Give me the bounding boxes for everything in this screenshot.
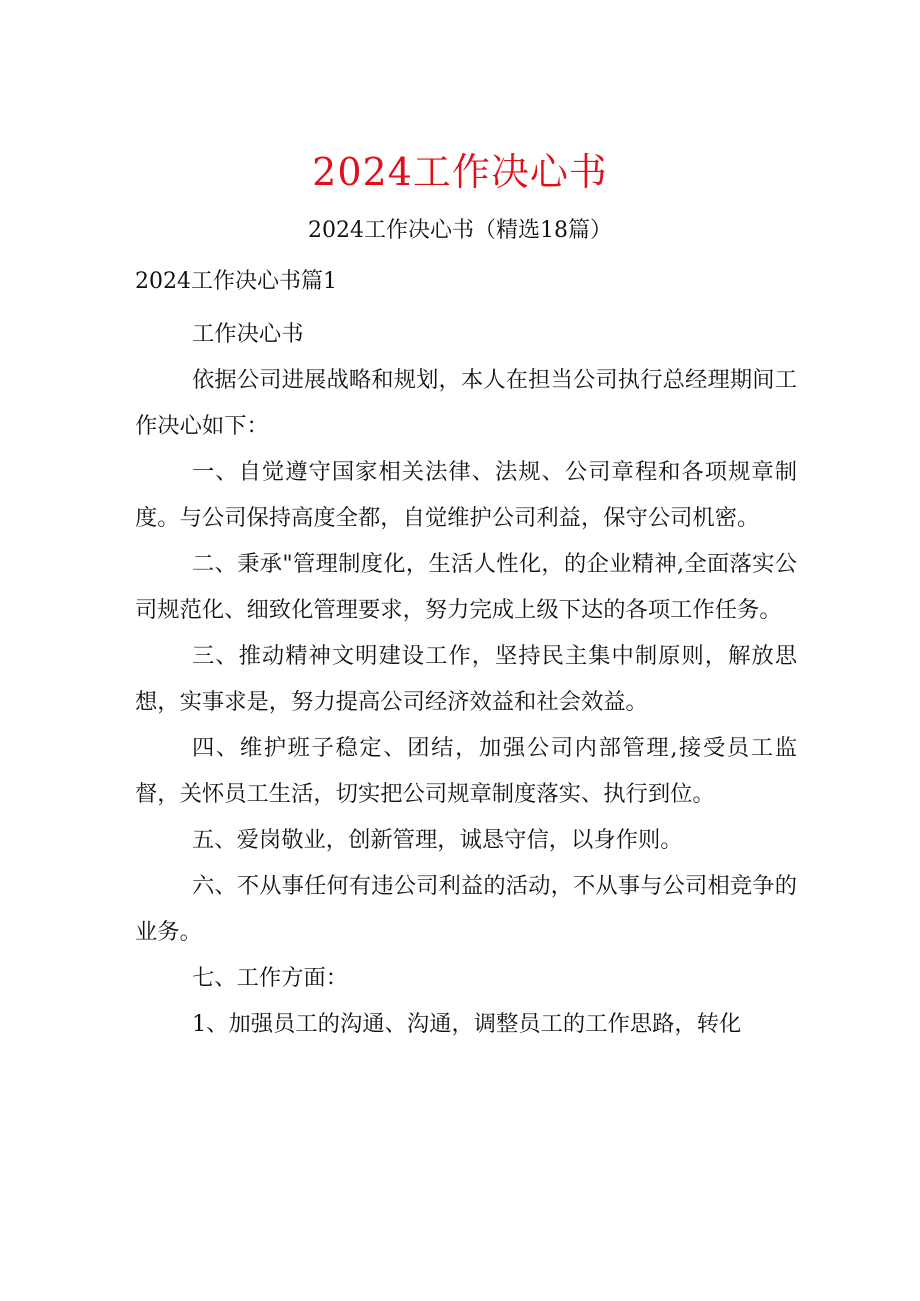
paragraph-item-1: 一、自觉遵守国家相关法律、法规、公司章程和各项规章制度。与公司保持高度全都，自觉维护公司利益，保守公司机密。 — [135, 459, 797, 531]
paragraph-intro: 依据公司进展战略和规划，本人在担当公司执行总经理期间工作决心如下： — [135, 367, 797, 439]
paragraph-item-4: 四、维护班子稳定、团结，加强公司内部管理,接受员工监督，关怀员工生活，切实把公司规章制度落实、执行到位。 — [135, 735, 797, 807]
document-subtitle: 2024工作决心书（精选18篇） — [308, 218, 612, 243]
document-title: 2024工作决心书 — [312, 150, 608, 194]
paragraph-item-2: 二、秉承"管理制度化，生活人性化，的企业精神,全面落实公司规范化、细致化管理要求，努力完成上级下达的各项工作任务。 — [135, 551, 797, 623]
document-body — [135, 311, 797, 1047]
paragraph-letter-title: 工作决心书 — [192, 321, 304, 347]
section-heading: 2024工作决心书篇1 — [135, 269, 337, 294]
paragraph-subitem-1: 1、加强员工的沟通、沟通，调整员工的工作思路，转化 — [192, 1011, 742, 1037]
paragraph-item-3: 三、推动精神文明建设工作，坚持民主集中制原则，解放思想，实事求是，努力提高公司经济效益和社会效益。 — [135, 643, 797, 715]
paragraph-item-6: 六、不从事任何有违公司利益的活动，不从事与公司相竞争的业务。 — [135, 873, 797, 945]
paragraph-item-7: 七、工作方面： — [192, 965, 349, 991]
paragraph-item-5: 五、爱岗敬业，创新管理，诚恳守信，以身作则。 — [192, 827, 683, 853]
